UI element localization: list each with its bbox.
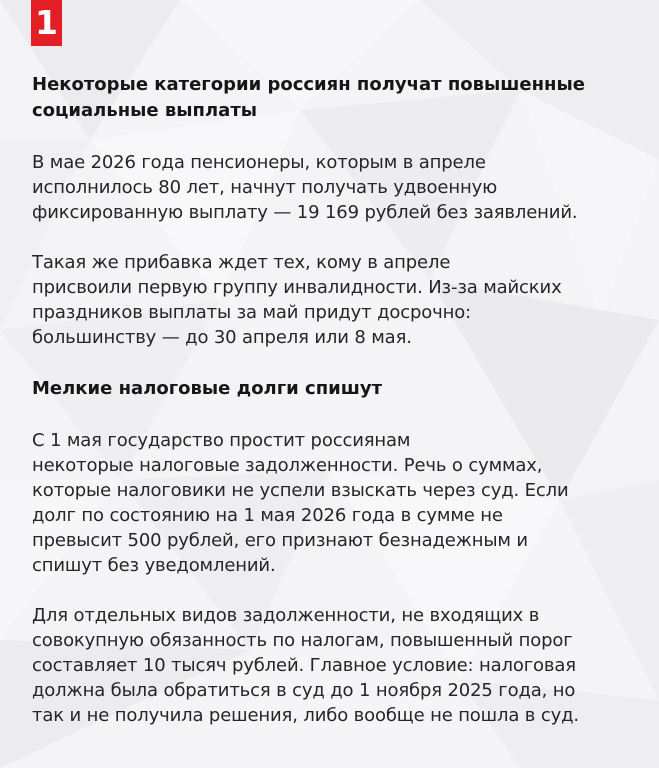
article-body [32, 72, 642, 728]
page-number-badge: 1 [31, 0, 62, 46]
paragraph-tax-forgiveness: С 1 мая государство простит россиянам некоторые налоговые задолженности. Речь о суммах, которые налоговики не успели взыскать через суд. Если долг по состоянию на 1 мая 2026 года в сумме не превысит 500 рублей, его признают безнадежным и спишут без уведомлений. [32, 430, 569, 576]
paragraph-raised-threshold: Для отдельных видов задолженности, не входящих в совокупную обязанность по налогам, повышенный порог составляет 10 тысяч рублей. Главное условие: налоговая должна была обратиться в суд до 1 ноября 2025 года, но так и не получила решения, либо вообще не пошла в суд. [32, 605, 579, 726]
section-heading-social-payments: Некоторые категории россиян получат повышенные социальные выплаты [32, 74, 585, 121]
paragraph-disability-bonus: Такая же прибавка ждет тех, кому в апреле присвоили первую группу инвалидности. Из-за майских праздников выплаты за май придут досрочно: большинству — до 30 апреля или 8 мая. [32, 252, 562, 348]
paragraph-doubled-payment: В мае 2026 года пенсионеры, которым в апреле исполнилось 80 лет, начнут получать удвоенную фиксированную выплату — 19 169 рублей без заявлений. [32, 152, 578, 223]
section-heading-tax-debts: Мелкие налоговые долги спишут [32, 378, 383, 399]
